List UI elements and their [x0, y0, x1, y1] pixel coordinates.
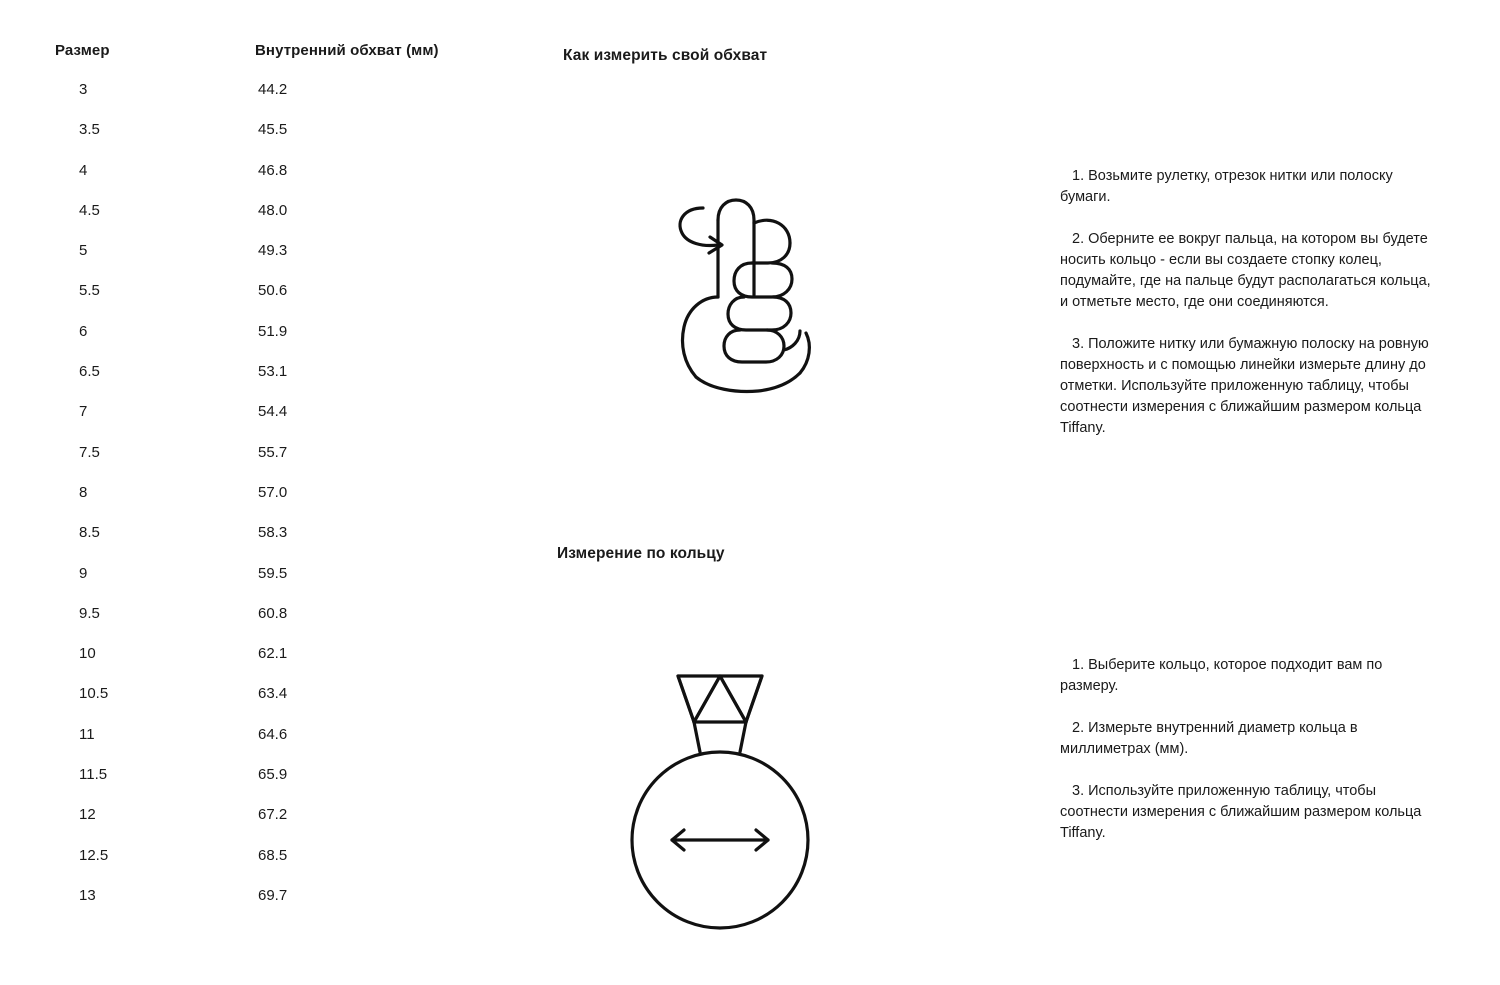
cell-circumference: 69.7	[258, 886, 288, 904]
ring-diameter-illustration	[620, 640, 920, 935]
instruction-step: 1. Возьмите рулетку, отрезок нитки или полоску бумаги.	[1060, 168, 1393, 205]
table-row	[55, 847, 525, 887]
table-row	[55, 121, 525, 161]
column-header-size: Размер	[55, 42, 110, 59]
cell-size: 11.5	[79, 766, 108, 784]
cell-circumference: 50.6	[258, 282, 288, 300]
cell-circumference: 49.3	[258, 242, 288, 260]
table-row	[55, 605, 525, 645]
cell-circumference: 65.9	[258, 766, 288, 784]
cell-circumference: 63.4	[258, 685, 288, 703]
cell-size: 4.5	[79, 201, 100, 219]
table-header-row	[55, 42, 525, 59]
cell-size: 8.5	[79, 524, 100, 542]
cell-size: 12.5	[79, 846, 109, 864]
cell-circumference: 48.0	[258, 201, 288, 219]
table-row	[55, 323, 525, 363]
table-row	[55, 242, 525, 282]
cell-circumference: 60.8	[258, 604, 288, 622]
section-title-ring: Измерение по кольцу	[557, 545, 725, 562]
cell-size: 8	[79, 483, 88, 501]
cell-circumference: 62.1	[258, 645, 288, 663]
table-row	[55, 81, 525, 121]
instructions-finger	[1060, 166, 1440, 439]
cell-size: 9	[79, 564, 88, 582]
ring-size-table	[55, 42, 525, 927]
cell-circumference: 45.5	[258, 121, 288, 139]
cell-circumference: 58.3	[258, 524, 288, 542]
cell-size: 10	[79, 645, 96, 663]
cell-circumference: 51.9	[258, 322, 288, 340]
table-row	[55, 565, 525, 605]
instructions-ring	[1060, 655, 1440, 844]
cell-size: 3	[79, 81, 88, 98]
cell-circumference: 55.7	[258, 443, 288, 461]
table-row	[55, 685, 525, 725]
column-header-circumference: Внутренний обхват (мм)	[255, 42, 439, 59]
cell-circumference: 44.2	[258, 81, 288, 98]
table-row	[55, 524, 525, 564]
cell-size: 4	[79, 161, 88, 179]
hand-measuring-illustration	[640, 145, 900, 400]
cell-size: 3.5	[79, 121, 100, 139]
table-row	[55, 484, 525, 524]
instruction-step: 3. Используйте приложенную таблицу, чтобы соотнести измерения с ближайшим размером кольца Tiffany.	[1060, 783, 1422, 841]
instruction-step: 2. Оберните ее вокруг пальца, на котором вы будете носить кольцо - если вы создаете стопку колец, подумайте, где на пальце будут располагаться кольца, и отметьте место, где они соединяются.	[1060, 231, 1431, 310]
cell-size: 6.5	[79, 363, 100, 381]
cell-circumference: 68.5	[258, 846, 288, 864]
cell-circumference: 46.8	[258, 161, 288, 179]
cell-circumference: 53.1	[258, 363, 288, 381]
cell-size: 5	[79, 242, 88, 260]
cell-size: 5.5	[79, 282, 100, 300]
cell-size: 12	[79, 806, 96, 824]
table-row	[55, 162, 525, 202]
instruction-step: 3. Положите нитку или бумажную полоску на ровную поверхность и с помощью линейки измерьте длину до отметки. Используйте приложенную таблицу, чтобы соотнести измерения с ближайшим размером кольца Tiffany.	[1060, 336, 1429, 436]
cell-circumference: 64.6	[258, 725, 288, 743]
table-row	[55, 403, 525, 443]
section-title-finger: Как измерить свой обхват	[563, 47, 768, 64]
table-row	[55, 766, 525, 806]
cell-size: 11	[79, 725, 95, 743]
table-row	[55, 444, 525, 484]
table-row	[55, 645, 525, 685]
instruction-step: 2. Измерьте внутренний диаметр кольца в миллиметрах (мм).	[1060, 720, 1358, 757]
table-row	[55, 363, 525, 403]
table-row	[55, 202, 525, 242]
table-row	[55, 282, 525, 322]
cell-size: 9.5	[79, 604, 100, 622]
table-row	[55, 806, 525, 846]
cell-size: 7	[79, 403, 88, 421]
cell-size: 7.5	[79, 443, 100, 461]
cell-circumference: 59.5	[258, 564, 288, 582]
cell-size: 13	[79, 886, 96, 904]
cell-size: 6	[79, 322, 88, 340]
table-row	[55, 887, 525, 927]
instruction-step: 1. Выберите кольцо, которое подходит вам по размеру.	[1060, 657, 1383, 694]
cell-circumference: 57.0	[258, 483, 288, 501]
table-row	[55, 726, 525, 766]
cell-size: 10.5	[79, 685, 109, 703]
cell-circumference: 67.2	[258, 806, 288, 824]
cell-circumference: 54.4	[258, 403, 288, 421]
table-body	[55, 81, 525, 927]
